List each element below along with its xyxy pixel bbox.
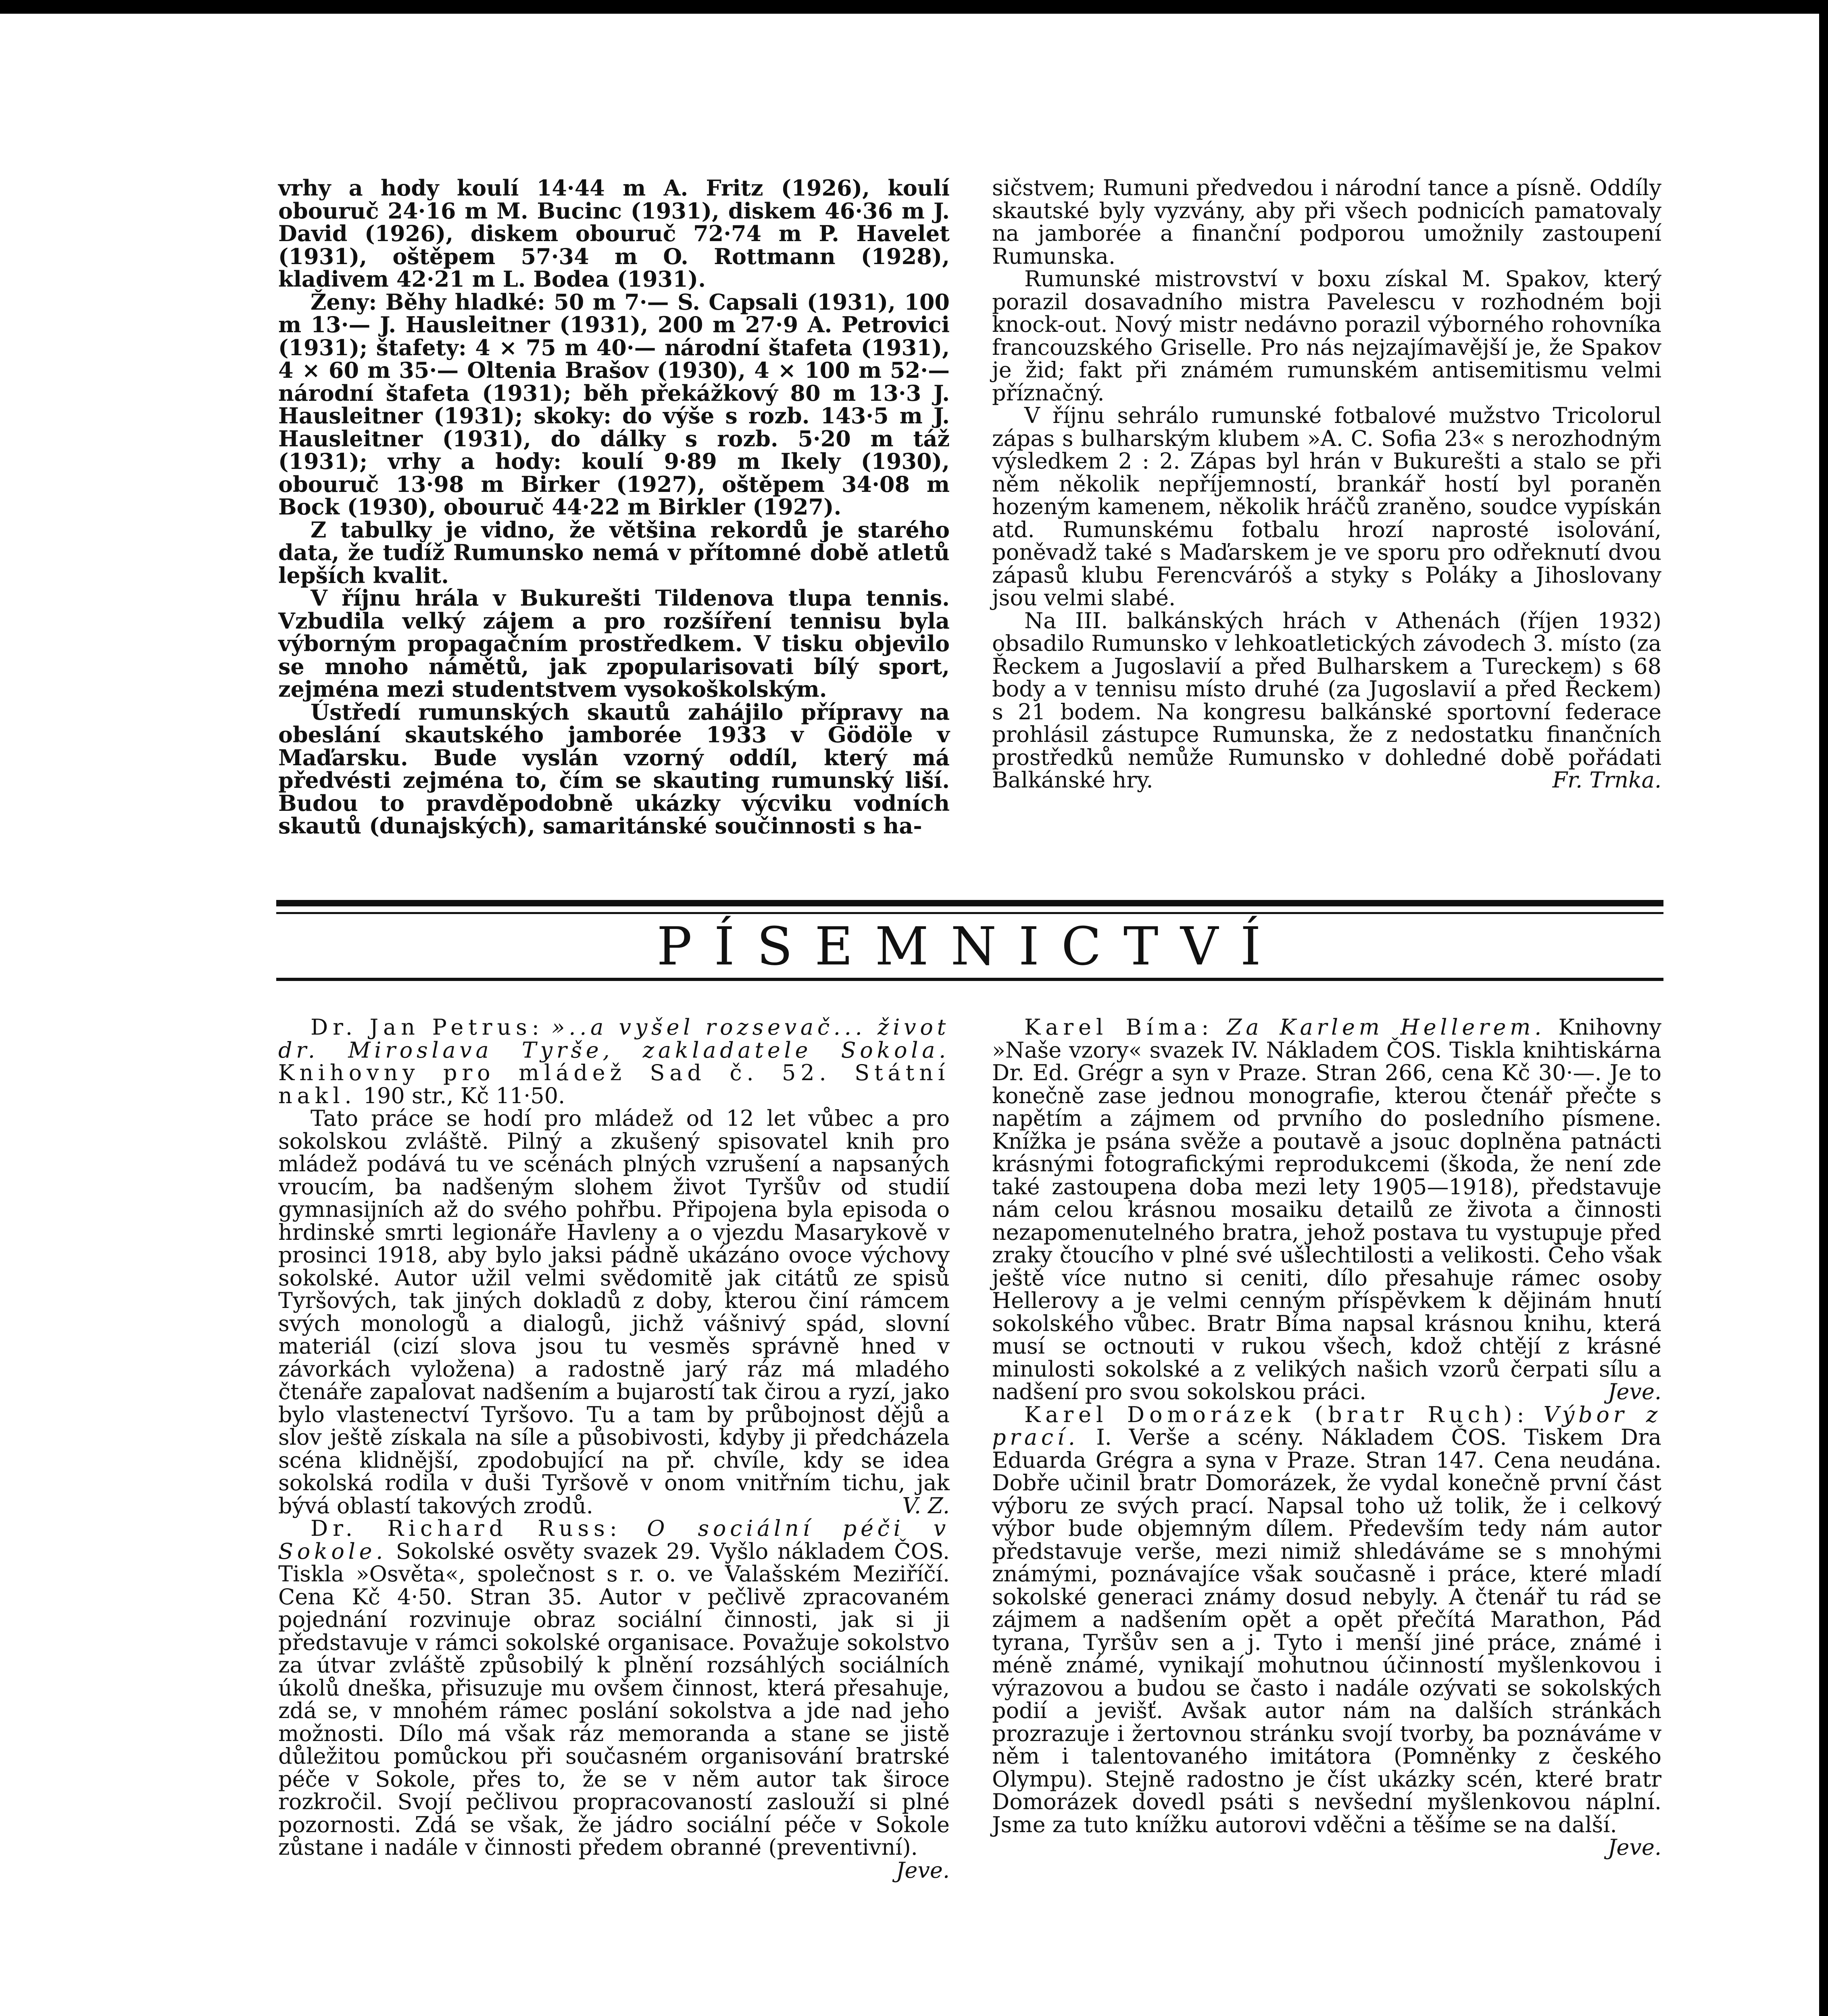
review-signature: Jeve. bbox=[896, 1857, 950, 1883]
paragraph bbox=[992, 610, 1661, 792]
review-signature: Jeve. bbox=[1607, 1835, 1661, 1860]
sport-report-right-column bbox=[992, 177, 1661, 792]
section-rule-bottom bbox=[276, 978, 1663, 981]
review-signature: V. Z. bbox=[902, 1493, 950, 1518]
review-book-title: Za Karlem Hellerem. bbox=[1226, 1014, 1545, 1040]
paragraph: sičstvem; Rumuni předvedou i národní tance a písně. Oddíly skautské byly vyzvány, aby při všech podnicích pamatovaly na jamborée a finanční podporou umožnily zastoupení Rumunska. bbox=[992, 175, 1661, 269]
review-publication-info: 190 str., Kč 11·50. bbox=[363, 1083, 565, 1108]
paragraph: vrhy a hody koulí 14·44 m A. Fritz (1926), koulí obouruč 24·16 m M. Bucinc (1931), diskem 46·36 m J. David (1926), diskem obouruč 72·74 m P. Havelet (1931), oštěpem 57·34 m O. Rottmann (1928), kladivem 42·21 m L. Bodea (1931). bbox=[278, 175, 950, 292]
review-signature-line bbox=[278, 1859, 950, 1882]
review-body: Tato práce se hodí pro mládež od 12 let vůbec a pro sokolskou zvláště. Pilný a zkušený spisovatel knih pro mládež podává tu ve scénách plných vzrušení a napsaných vroucím, ba nadšeným slohem život Tyršův od studií gymnasijních až do svého pohřbu. Připojena byla episoda o hrdinské smrti legionáře Havleny a o vjezdu Masarykově v prosinci 1918, aby bylo jaksi pádně ukázáno ovoce výchovy sokolské. Autor užil velmi svědomitě jak citátů ze spisů Tyršových, tak jiných dokladů z doby, kterou činí rámcem svých monologů a dialogů, jichž vášnivý spád, slovní materiál (cizí slova jsou tu vesměs správně hned v závorkách vyložena) a radostně jarý ráz má mladého čtenáře zapalovat nadšením a bujarostí tak čirou a ryzí, jako bylo vlastenectví Tyršovo. Tu a tam by průbojnost dějů a slov ještě získala na síle a působivosti, kdyby ji předcházela scéna klidnější, zpodobující na př. chvíle, kdy se idea sokolská rodila v duši Tyršově v onom vnitřním tichu, jak bývá oblastí takových zrodů. bbox=[278, 1106, 950, 1518]
paragraph: Ženy: Běhy hladké: 50 m 7·— S. Capsali (1931), 100 m 13·— J. Hausleitner (1931), 200 m 27·9 A. Petrovici (1931); štafety: 4 × 75 m 40·— národní štafeta (1931), 4 × 60 m 35·— Oltenia Brašov (1930), 4 × 100 m 52·— národní štafeta (1931); běh překážkový 80 m 13·3 J. Hausleitner (1931); skoky: do výše s rozb. 143·5 m J. Hausleitner (1931), do dálky s rozb. 5·20 m táž (1931); vrhy a hody: koulí 9·89 m Ikely (1930), obouruč 13·98 m Birker (1927), oštěpem 34·08 m Bock (1930), obouruč 44·22 m Birkler (1927). bbox=[278, 289, 950, 520]
review-text bbox=[278, 1107, 950, 1517]
review-domorazek bbox=[992, 1402, 1661, 1860]
review-body: Knihovny »Naše vzory« svazek IV. Nákladem ČOS. Tiskla knihtiskárna Dr. Ed. Grégr a syn v Praze. Stran 266, cena Kč 30·—. Je to konečně zase jednou monografie, kterou čtenář přečte s napětím a zájmem od prvního do posledního písmene. Knížka je psána svěže a poutavě a jsouc doplněna patnácti krásnými fotografickými reprodukcemi (škoda, že není zde také zastoupena doba mezi lety 1905—1918), představuje nám celou krásnou mosaiku detailů ze života a činnosti nezapomenutelného bratra, jehož postava tu vystupuje před zraky čtoucího v plné své ušlechtilosti a velikosti. Čeho však ještě více nutno si ceniti, dílo přesahuje rámec osoby Hellerovy a je velmi cenným příspěvkem k dějinám hnutí sokolského vůbec. Bratr Bíma napsal krásnou knihu, která musí se octnouti v rukou všech, kdož chtějí z krásné minulosti sokolské a z velikých našich vzorů čerpati sílu a nadšení pro svou sokolskou práci. bbox=[992, 1014, 1662, 1404]
review-author: Karel Bíma: bbox=[1024, 1014, 1214, 1040]
review-book-title: O sociální péči v Sokole. bbox=[278, 1516, 950, 1564]
paragraph: Rumunské mistrovství v boxu získal M. Spakov, který porazil dosavadního mistra Pavelescu v rozhodném boji knock-out. Nový mistr nedávno porazil výborného rohovníka francouzského Griselle. Pro nás nejzajímavější je, že Spakov je žid; fakt při známém rumunském antisemitismu velmi příznačný. bbox=[992, 266, 1661, 406]
review-book-title: »..a vyšel rozsevač... život dr. Miroslava Tyrše, zakladatele Sokola. bbox=[278, 1014, 950, 1063]
paragraph: Ústředí rumunských skautů zahájilo přípravy na obeslání skautského jamborée 1933 v Gödöle v Maďarsku. Bude vyslán vzorný oddíl, který má předvésti zejména to, čím se skauting rumunský liší. Budou to pravděpodobně ukázky výcviku vodních skautů (dunajských), samaritánské součinnosti s ha- bbox=[278, 699, 950, 839]
section-rule-thick bbox=[276, 900, 1663, 906]
author-signature: Fr. Trnka. bbox=[1552, 767, 1661, 793]
review-bima bbox=[992, 1016, 1661, 1404]
review-book-title: Výbor z prací. bbox=[992, 1402, 1661, 1450]
sport-report-left-column bbox=[278, 177, 950, 837]
paragraph-text: Na III. balkánských hrách v Athenách (říjen 1932) obsadilo Rumunsko v lehkoatletických závodech 3. místo (za Řeckem a Jugoslavií a před Bulharskem a Tureckem) s 68 body a v tennisu místo druhé (za Jugoslavií a před Řeckem) s 21 bodem. Na kongresu balkánské sportovní federace prohlásil zástupce Rumunska, že z nedostatku finančních prostředků nemůže Rumunsko v dohledné době pořádati Balkánské hry. bbox=[992, 608, 1661, 793]
review-author: Karel Domorázek (bratr Ruch): bbox=[1024, 1402, 1529, 1427]
paragraph: V říjnu sehrálo rumunské fotbalové mužstvo Tricolorul zápas s bulharským klubem »A. C. Sofia 23« s nerozhodným výsledkem 2 : 2. Zápas byl hrán v Bukurešti a stalo se při něm několik nepříjemností, brankář hostí byl poraněn hozeným kamenem, několik hráčů zraněno, soudce vypískán atd. Rumunskému fotbalu hrozí naprosté isolování, poněvadž také s Maďarskem je ve sporu pro odřeknutí dvou zápasů klubu Ferencváróš a styky s Poláky a Jihoslovany jsou velmi slabé. bbox=[992, 403, 1661, 610]
reviews-left-column bbox=[278, 1016, 950, 1882]
scan-border-top bbox=[0, 0, 1828, 14]
review-petrus bbox=[278, 1016, 950, 1107]
scan-border-right bbox=[1819, 0, 1828, 2016]
review-signature: Jeve. bbox=[1607, 1379, 1661, 1404]
review-series: Knihovny pro mládež Sad č. 52. Státní nakl. bbox=[278, 1060, 950, 1108]
review-author: Dr. Richard Russ: bbox=[311, 1516, 622, 1541]
section-heading: PÍSEMNICTVÍ bbox=[657, 916, 1283, 977]
paragraph: Z tabulky je vidno, že většina rekordů je starého data, že tudíž Rumunsko nemá v přítomné době atletů lepších kvalit. bbox=[278, 516, 950, 588]
paragraph: V říjnu hrála v Bukurešti Tildenova tlupa tennis. Vzbudila velký zájem a pro rozšíření tennisu byla výborným propagačním prostředkem. V tisku objevilo se mnoho námětů, jak zpopularisovati bílý sport, zejména mezi studentstvem vysokoškolským. bbox=[278, 585, 950, 702]
section-rule-thin bbox=[276, 912, 1663, 914]
review-russ bbox=[278, 1517, 950, 1859]
review-author: Dr. Jan Petrus: bbox=[311, 1014, 544, 1040]
review-body: I. Verše a scény. Nákladem ČOS. Tiskem Dra Eduarda Grégra a syna v Praze. Stran 147. Cena neudána. Dobře učinil bratr Domorázek, že vydal konečně první část výboru ze svých prací. Napsal toho už tolik, že i celkový výbor bude objemným dílem. Především tedy nám autor představuje verše, mezi nimiž shledáváme se s mnohými známými, poznávajíce však současně i práce, které mladí sokolské generaci známy dosud nebyly. A čtenář tu rád se zájmem a nadšením opět a opět přečítá Marathon, Pád tyrana, Tyršův sen a j. Tyto i menší jiné práce, známé i méně známé, vynikají mohutnou účinností myšlenkovou i výrazovou a budou se často i nadále ozývati se sokolských podií a jevišť. Avšak autor nám na dalších stránkách prozrazuje i žertovnou stránku svojí tvorby, ba poznáváme v něm i talentovaného imitátora (Pomněnky z českého Olympu). Stejně radostno je číst ukázky scén, které bratr Domorázek dovedl psáti s nevšední myšlenkovou náplní. Jsme za tuto knížku autorovi vděčni a těšíme se na další. bbox=[992, 1425, 1661, 1837]
reviews-right-column bbox=[992, 1016, 1661, 1859]
review-body: Sokolské osvěty svazek 29. Vyšlo nákladem ČOS. Tiskla »Osvěta«, společnost s r. o. ve Valašském Meziříčí. Cena Kč 4·50. Stran 35. Autor v pečlivě zpracovaném pojednání rozvinuje obraz sociální činnosti, jak si ji představuje v rámci sokolské organisace. Považuje sokolstvo za útvar zvláště způsobilý k plnění rozsáhlých sociálních úkolů dneška, přisuzuje mu ovšem činnost, která přesahuje, zdá se, v mnohém rámec poslání sokolstva a jde nad jeho možnosti. Dílo má však ráz memoranda a stane se jistě důležitou pomůckou při současném organisování bratrské péče v Sokole, přes to, že se v něm autor tak široce rozkročil. Svojí pečlivou propracovaností zaslouží si plné pozornosti. Zdá se však, že jádro sociální péče v Sokole zůstane i nadále v činnosti předem obranné (preventivní). bbox=[278, 1538, 950, 1860]
